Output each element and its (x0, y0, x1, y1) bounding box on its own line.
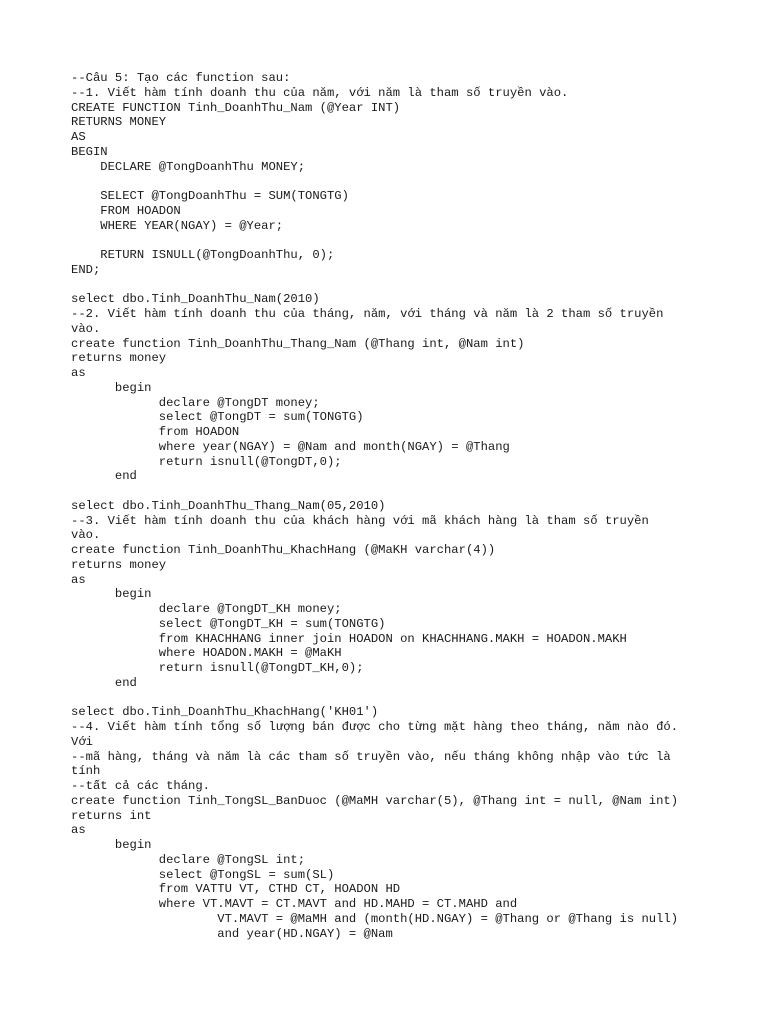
code-line: and year(HD.NGAY) = @Nam (71, 926, 393, 941)
code-line: DECLARE @TongDoanhThu MONEY; (71, 159, 306, 174)
code-line: create function Tinh_DoanhThu_KhachHang (@MaKH varchar(4)) (71, 543, 496, 557)
code-line: select @TongSL = sum(SL) (71, 867, 335, 882)
code-line: select dbo.Tinh_DoanhThu_Nam(2010) (71, 292, 320, 307)
code-line: --3. Viết hàm tính doanh thu của khách hàng với mã khách hàng là tham số truyền (71, 513, 649, 528)
blank-line (71, 278, 731, 293)
code-line: as (71, 572, 86, 587)
code-line: END; (71, 262, 101, 277)
code-line: vào. (71, 321, 101, 336)
code-line: select dbo.Tinh_DoanhThu_Thang_Nam(05,2010) (71, 498, 386, 513)
code-line: from HOADON (71, 425, 240, 439)
code-line: as (71, 366, 86, 380)
sql-code-block (71, 71, 731, 941)
code-line: declare @TongSL int; (71, 852, 306, 867)
blank-line (71, 691, 731, 706)
code-line: begin (71, 838, 152, 852)
blank-line (71, 233, 731, 248)
code-line: returns int (71, 808, 152, 823)
code-line: --Câu 5: Tạo các function sau: (71, 71, 291, 85)
code-line: select dbo.Tinh_DoanhThu_KhachHang('KH01') (71, 705, 379, 720)
code-line: AS (71, 130, 86, 144)
code-line: begin (71, 587, 152, 602)
code-line: begin (71, 380, 152, 395)
blank-line (71, 174, 731, 189)
code-line: --mã hàng, tháng và năm là các tham số truyền vào, nếu tháng không nhập vào tức là (71, 749, 671, 764)
code-line: return isnull(@TongDT,0); (71, 454, 342, 469)
code-line: vào. (71, 528, 101, 543)
code-line: declare @TongDT money; (71, 395, 320, 410)
code-line: where VT.MAVT = CT.MAVT and HD.MAHD = CT.MAHD and (71, 897, 518, 911)
code-line: BEGIN (71, 144, 108, 159)
code-line: select @TongDT = sum(TONGTG) (71, 410, 364, 425)
code-line: where year(NGAY) = @Nam and month(NGAY) = @Thang (71, 439, 510, 454)
code-line: CREATE FUNCTION Tinh_DoanhThu_Nam (@Year INT) (71, 100, 401, 115)
code-line: --1. Viết hàm tính doanh thu của năm, với năm là tham số truyền vào. (71, 85, 569, 100)
code-line: --2. Viết hàm tính doanh thu của tháng, năm, với tháng và năm là 2 tham số truyền (71, 307, 664, 321)
code-line: returns money (71, 351, 167, 366)
code-line: select @TongDT_KH = sum(TONGTG) (71, 616, 386, 631)
code-line: from KHACHHANG inner join HOADON on KHACHHANG.MAKH = HOADON.MAKH (71, 631, 627, 646)
code-line: return isnull(@TongDT_KH,0); (71, 661, 364, 675)
code-line: create function Tinh_DoanhThu_Thang_Nam (@Thang int, @Nam int) (71, 336, 525, 351)
code-line: as (71, 823, 86, 838)
code-line: VT.MAVT = @MaMH and (month(HD.NGAY) = @Thang or @Thang is null) (71, 911, 679, 926)
code-line: RETURNS MONEY (71, 115, 167, 130)
code-line: --tất cả các tháng. (71, 779, 210, 793)
blank-line (71, 484, 731, 499)
code-line: FROM HOADON (71, 203, 181, 218)
code-line: declare @TongDT_KH money; (71, 602, 342, 616)
code-line: returns money (71, 557, 167, 572)
code-line: RETURN ISNULL(@TongDoanhThu, 0); (71, 248, 335, 262)
code-line: where HOADON.MAKH = @MaKH (71, 646, 342, 661)
code-line: WHERE YEAR(NGAY) = @Year; (71, 218, 284, 233)
code-line: --4. Viết hàm tính tổng số lượng bán được cho từng mặt hàng theo tháng, năm nào đó. (71, 720, 679, 734)
code-line: Với (71, 734, 93, 749)
code-line: end (71, 675, 137, 690)
code-line: from VATTU VT, CTHD CT, HOADON HD (71, 882, 401, 897)
code-line: end (71, 469, 137, 484)
code-line: SELECT @TongDoanhThu = SUM(TONGTG) (71, 189, 349, 203)
code-line: create function Tinh_TongSL_BanDuoc (@MaMH varchar(5), @Thang int = null, @Nam int) (71, 793, 679, 808)
code-line: tính (71, 764, 101, 779)
